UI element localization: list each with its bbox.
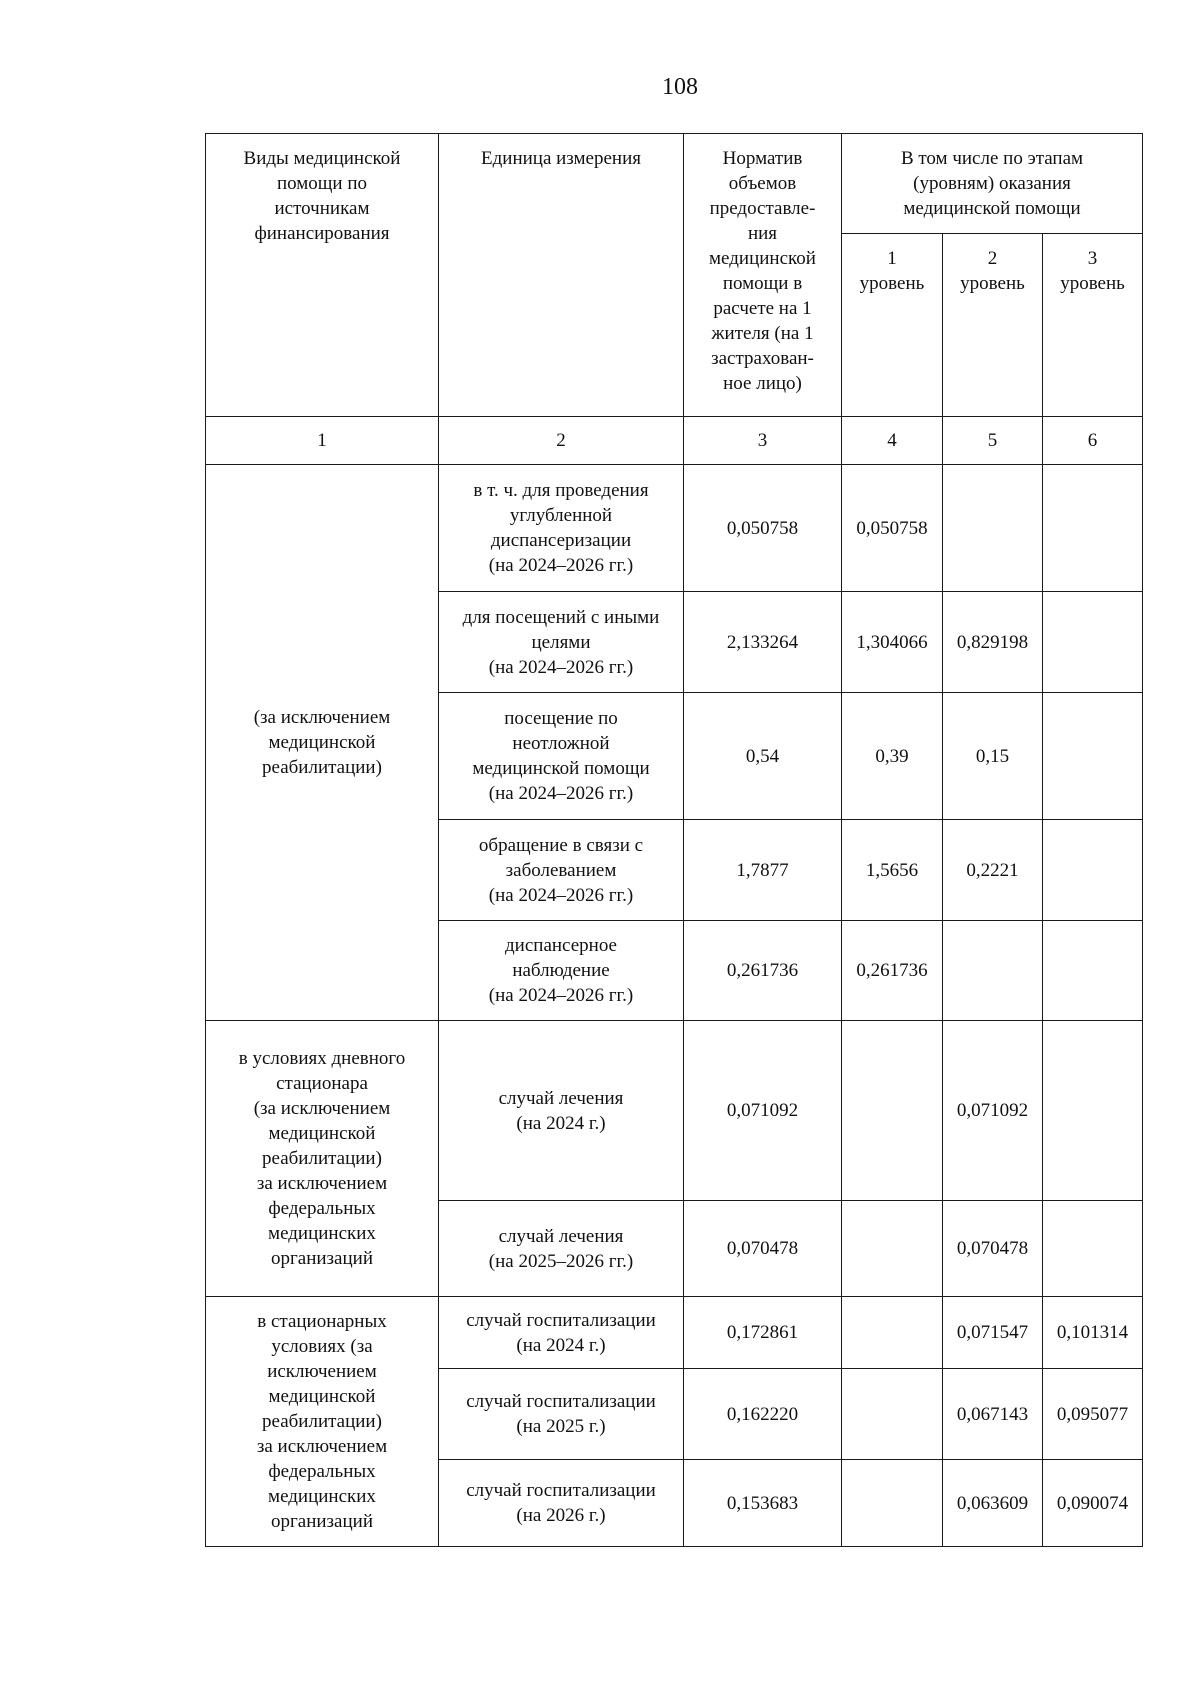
level-2-cell: 0,15: [943, 693, 1043, 820]
level-1-cell: 0,261736: [842, 921, 943, 1021]
unit-cell: случай лечения (на 2025–2026 гг.): [439, 1201, 684, 1297]
column-number: 4: [842, 417, 943, 465]
care-type-cell: (за исключением медицинской реабилитации): [206, 465, 439, 1021]
level-3-cell: [1043, 465, 1143, 592]
level-1-cell: 0,39: [842, 693, 943, 820]
table-row: [206, 1021, 1143, 1201]
column-numbers-row: [206, 417, 1143, 465]
level-2-cell: 0,067143: [943, 1369, 1043, 1460]
medical-care-norms-table: [205, 133, 1143, 1547]
column-number: 5: [943, 417, 1043, 465]
unit-cell: случай госпитализации (на 2025 г.): [439, 1369, 684, 1460]
level-3-cell: [1043, 693, 1143, 820]
table-row: [206, 465, 1143, 592]
level-2-cell: 0,829198: [943, 592, 1043, 693]
level-3-cell: [1043, 820, 1143, 921]
column-number: 3: [684, 417, 842, 465]
header-level-3: 3 уровень: [1043, 234, 1143, 417]
level-2-cell: 0,2221: [943, 820, 1043, 921]
header-care-type: Виды медицинской помощи по источникам финансирования: [206, 134, 439, 417]
level-3-cell: 0,101314: [1043, 1297, 1143, 1369]
norm-cell: 0,54: [684, 693, 842, 820]
table-row: [206, 1297, 1143, 1369]
page-number: 108: [662, 74, 698, 100]
header-unit: Единица измерения: [439, 134, 684, 417]
level-2-cell: [943, 921, 1043, 1021]
level-1-cell: [842, 1460, 943, 1547]
header-level-2: 2 уровень: [943, 234, 1043, 417]
header-norm: Норматив объемов предоставле- ния медицинской помощи в расчете на 1 жителя (на 1 застрахован- ное лицо): [684, 134, 842, 417]
level-1-cell: 1,5656: [842, 820, 943, 921]
norm-cell: 0,162220: [684, 1369, 842, 1460]
norm-cell: 0,070478: [684, 1201, 842, 1297]
level-1-cell: [842, 1369, 943, 1460]
norm-cell: 0,153683: [684, 1460, 842, 1547]
column-number: 2: [439, 417, 684, 465]
care-type-cell: в условиях дневного стационара (за исключением медицинской реабилитации) за исключением федеральных медицинских организаций: [206, 1021, 439, 1297]
level-2-cell: 0,070478: [943, 1201, 1043, 1297]
level-2-cell: [943, 465, 1043, 592]
header-levels-group: В том числе по этапам (уровням) оказания медицинской помощи: [842, 134, 1143, 234]
unit-cell: обращение в связи с заболеванием (на 2024–2026 гг.): [439, 820, 684, 921]
unit-cell: диспансерное наблюдение (на 2024–2026 гг.): [439, 921, 684, 1021]
level-1-cell: [842, 1297, 943, 1369]
level-3-cell: 0,095077: [1043, 1369, 1143, 1460]
column-number: 1: [206, 417, 439, 465]
level-1-cell: 0,050758: [842, 465, 943, 592]
level-3-cell: 0,090074: [1043, 1460, 1143, 1547]
unit-cell: случай госпитализации (на 2024 г.): [439, 1297, 684, 1369]
care-type-cell: в стационарных условиях (за исключением медицинской реабилитации) за исключением федеральных медицинских организаций: [206, 1297, 439, 1547]
column-number: 6: [1043, 417, 1143, 465]
header-row: [206, 134, 1143, 234]
norm-cell: 2,133264: [684, 592, 842, 693]
norm-cell: 0,261736: [684, 921, 842, 1021]
unit-cell: в т. ч. для проведения углубленной диспансеризации (на 2024–2026 гг.): [439, 465, 684, 592]
norm-cell: 0,172861: [684, 1297, 842, 1369]
unit-cell: для посещений с иными целями (на 2024–2026 гг.): [439, 592, 684, 693]
level-3-cell: [1043, 921, 1143, 1021]
level-1-cell: [842, 1201, 943, 1297]
level-1-cell: 1,304066: [842, 592, 943, 693]
level-1-cell: [842, 1021, 943, 1201]
level-3-cell: [1043, 592, 1143, 693]
norm-cell: 0,071092: [684, 1021, 842, 1201]
header-level-1: 1 уровень: [842, 234, 943, 417]
unit-cell: случай госпитализации (на 2026 г.): [439, 1460, 684, 1547]
level-2-cell: 0,071547: [943, 1297, 1043, 1369]
norm-cell: 0,050758: [684, 465, 842, 592]
unit-cell: случай лечения (на 2024 г.): [439, 1021, 684, 1201]
level-3-cell: [1043, 1021, 1143, 1201]
unit-cell: посещение по неотложной медицинской помощи (на 2024–2026 гг.): [439, 693, 684, 820]
level-3-cell: [1043, 1201, 1143, 1297]
level-2-cell: 0,071092: [943, 1021, 1043, 1201]
norm-cell: 1,7877: [684, 820, 842, 921]
level-2-cell: 0,063609: [943, 1460, 1043, 1547]
